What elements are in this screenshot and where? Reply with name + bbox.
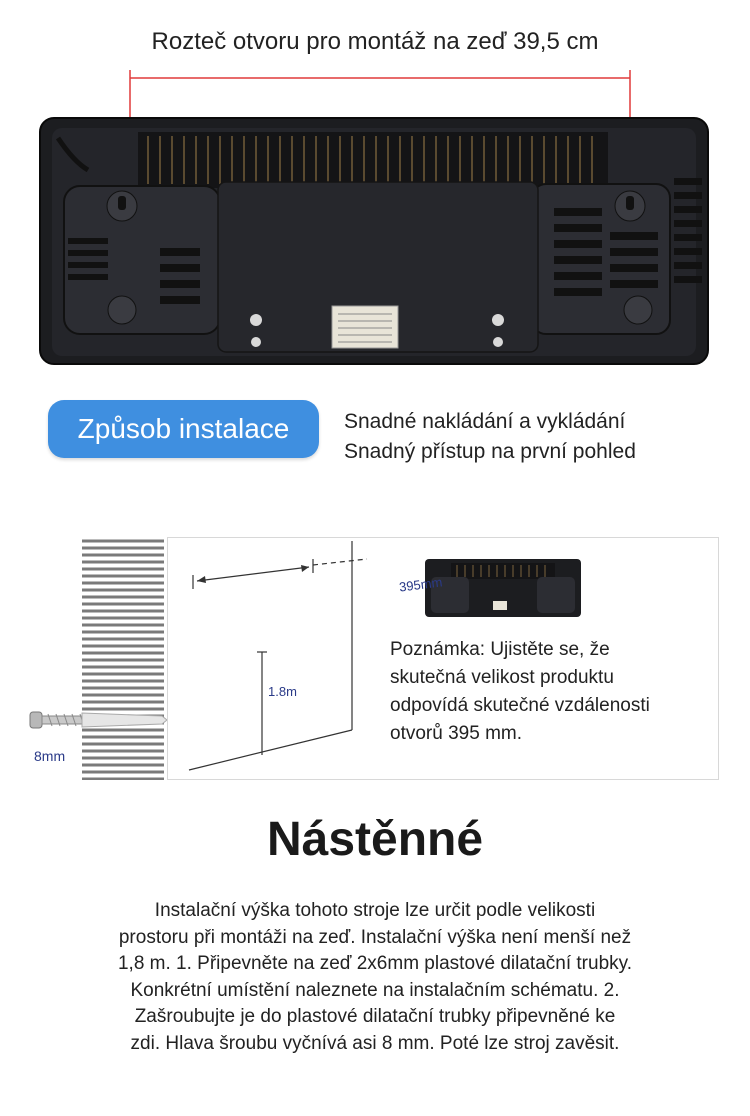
note-line: odpovídá skutečné vzdálenosti xyxy=(390,695,650,716)
instruction-line: prostoru při montáži na zeď. Instalační výška není menší než xyxy=(118,926,632,948)
note-line: skutečná velikost produktu xyxy=(390,667,614,688)
screw-protrusion-label: 8mm xyxy=(34,748,66,764)
heater-back-panel-image xyxy=(38,58,710,370)
height-dimension-label: 1.8m xyxy=(268,684,297,699)
wall-illustration xyxy=(82,537,164,780)
installation-method-badge: Způsob instalace xyxy=(48,400,319,458)
note-line: otvorů 395 mm. xyxy=(390,723,522,744)
mounting-pitch-caption: Rozteč otvoru pro montáž na zeď 39,5 cm xyxy=(151,28,599,55)
installation-note xyxy=(390,636,720,748)
instruction-line: Instalační výška tohoto stroje lze určit podle velikosti xyxy=(154,900,596,921)
installation-instructions xyxy=(58,898,692,1057)
screw-anchor-icon xyxy=(22,700,172,740)
instruction-line: Konkrétní umístění naleznete na instalačním schématu. 2. xyxy=(130,979,620,1001)
instruction-line: Zašroubujte je do plastové dilatační trubky připevněné ke xyxy=(134,1006,616,1027)
width-dimension-label: 395mm xyxy=(398,574,444,595)
section-title: Nástěnné xyxy=(266,813,484,866)
instruction-line: zdi. Hlava šroubu vyčnívá asi 8 mm. Poté lze stroj zavěsit. xyxy=(130,1032,620,1054)
feature-easy-load: Snadné nakládání a vykládání xyxy=(344,410,626,433)
instruction-line: 1,8 m. 1. Připevněte na zeď 2x6mm plastové dilatační trubky. xyxy=(117,953,633,974)
note-line: Poznámka: Ujistěte se, že xyxy=(390,639,610,660)
feature-easy-access: Snadný přístup na první pohled xyxy=(344,440,636,463)
